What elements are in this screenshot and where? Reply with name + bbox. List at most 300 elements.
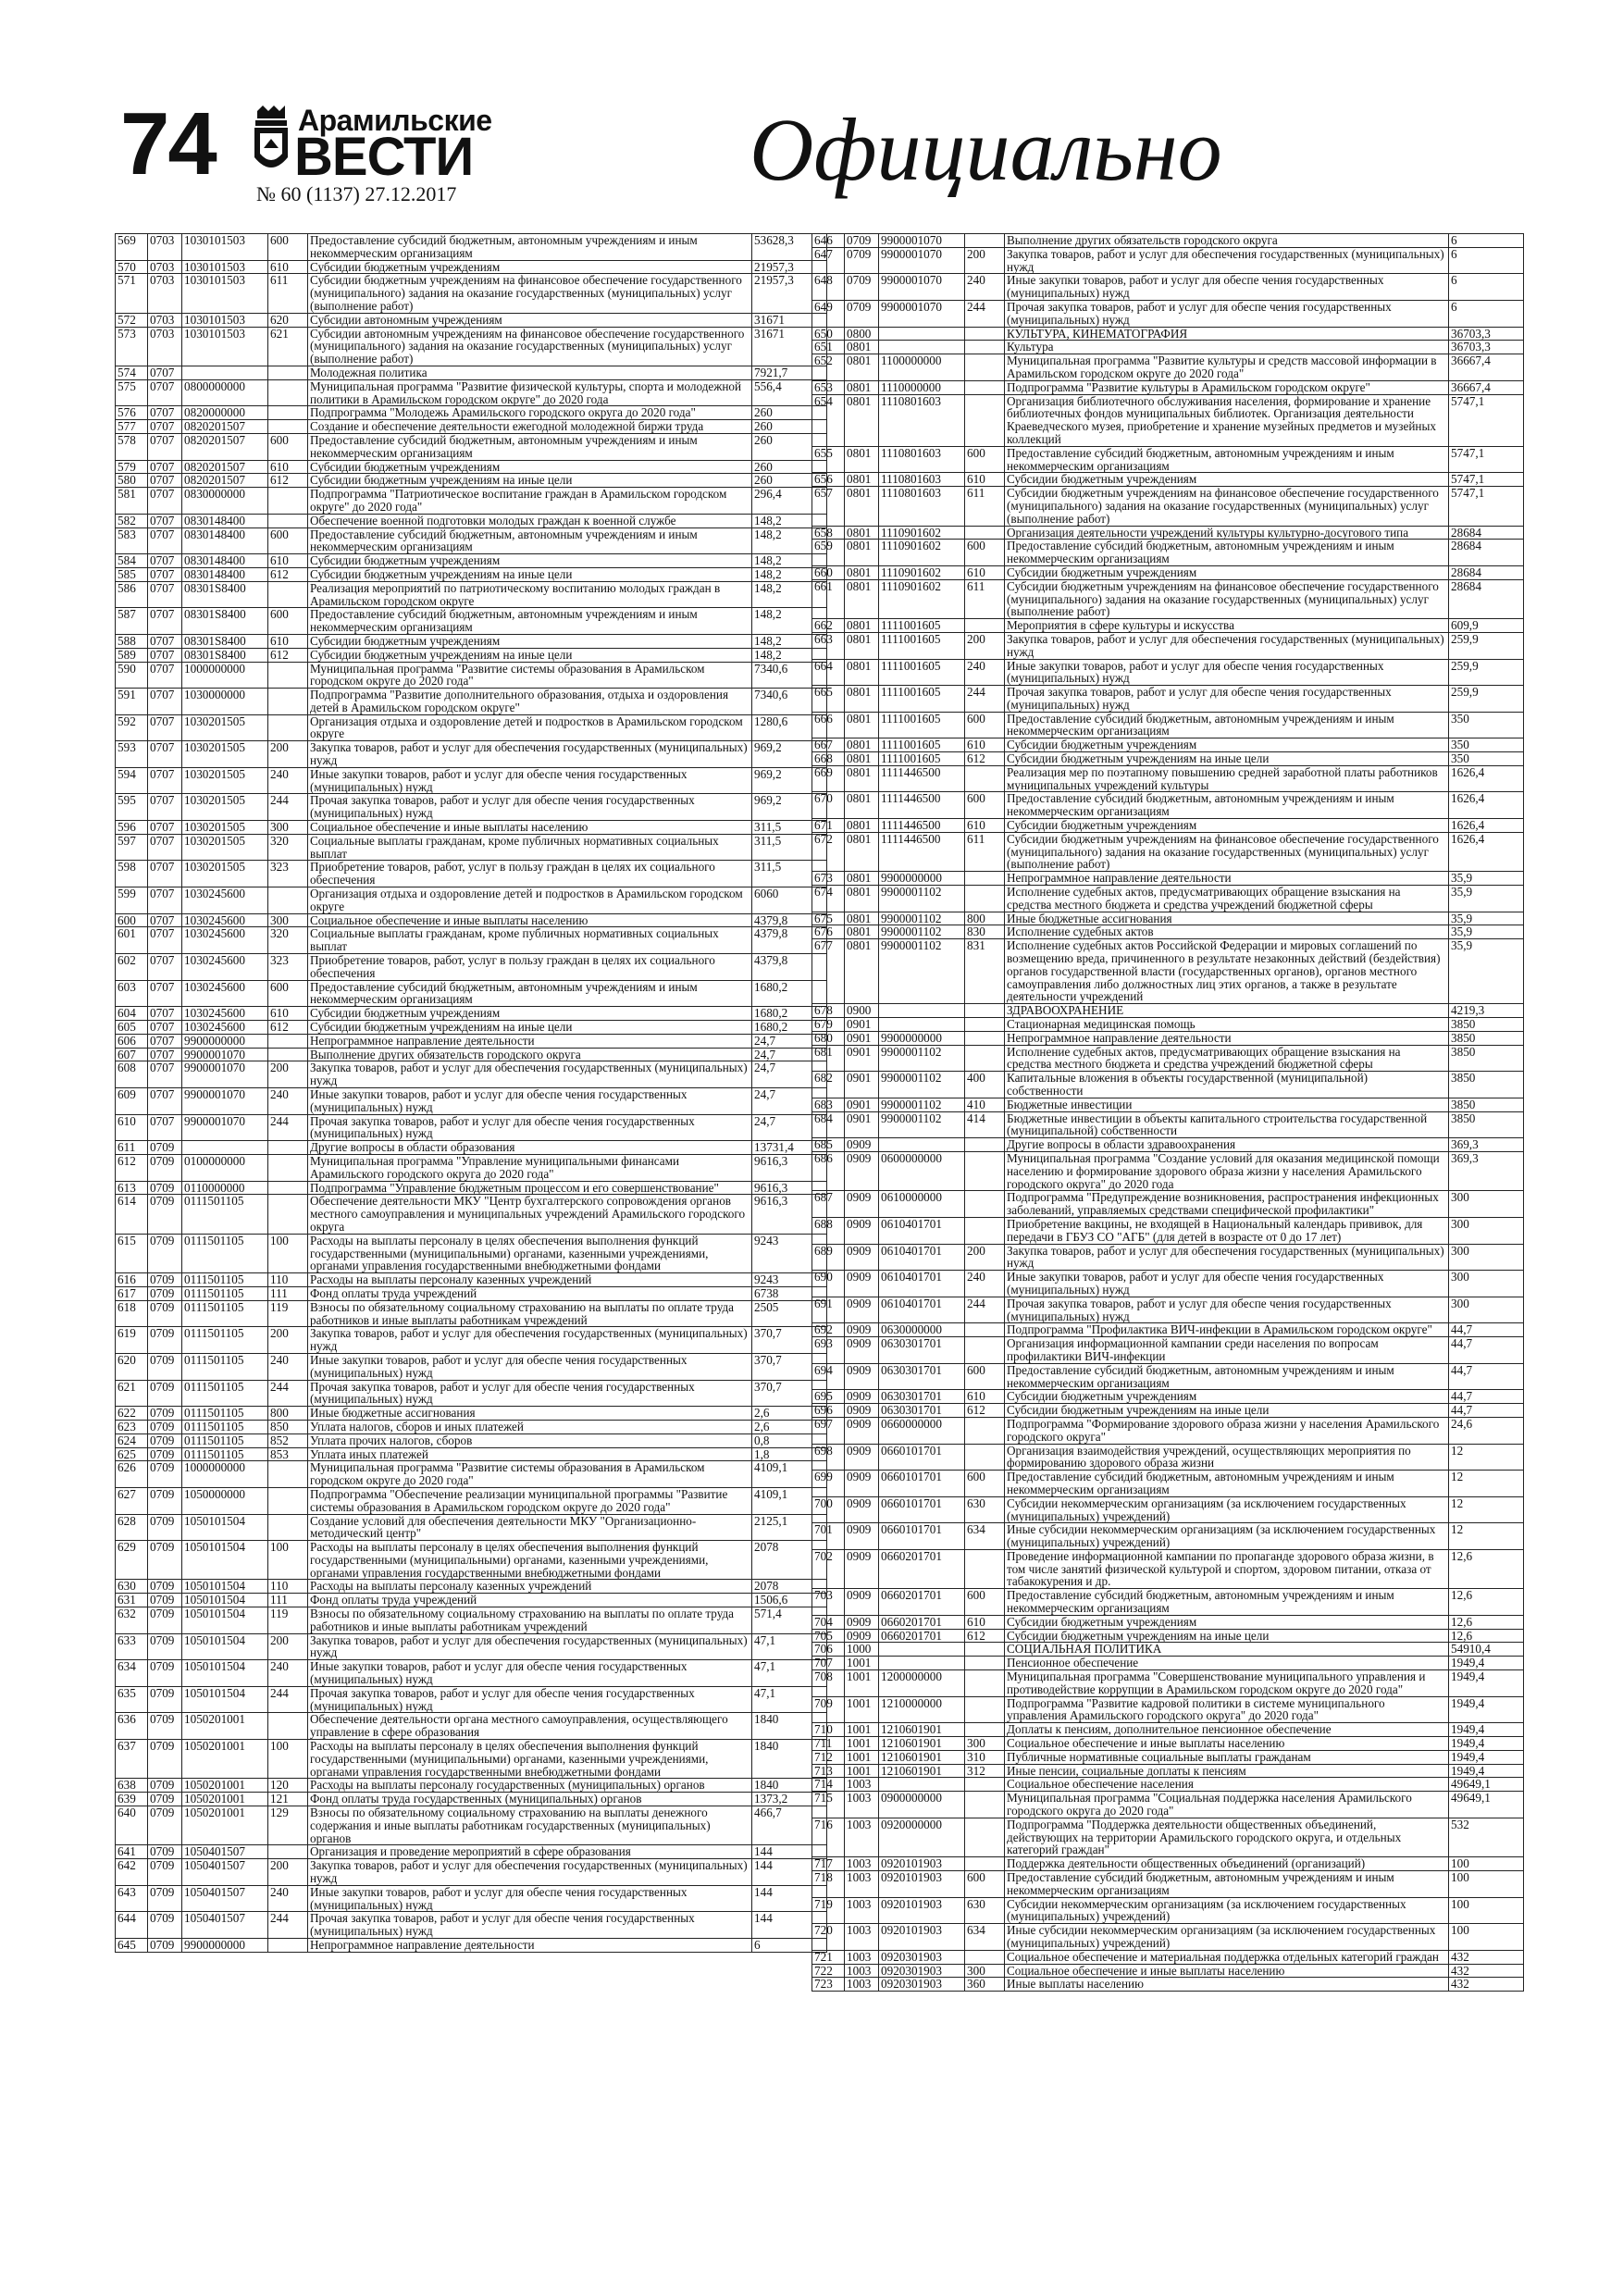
table-row [812,1897,1524,1924]
table-row [812,1151,1524,1190]
row-amount: 2,6 [752,1420,827,1433]
expense-type [965,1138,1005,1152]
row-amount: 6738 [752,1286,827,1300]
table-row [812,1589,1524,1616]
target-code: 1030101503 [182,260,268,274]
section-code: 0909 [845,1523,879,1550]
row-amount: 2125,1 [752,1514,827,1541]
expense-type [965,1643,1005,1657]
expense-type: 244 [268,1686,308,1713]
row-description: Закупка товаров, работ и услуг для обеспечения государственных (муниципальных) нужд [1005,1244,1449,1271]
target-code: 1030201505 [182,834,268,861]
target-code: 9900001102 [879,939,965,1004]
expense-type: 110 [268,1580,308,1594]
section-code: 0707 [148,1021,182,1035]
section-code: 0909 [845,1271,879,1297]
row-description: Иные закупки товаров, работ и услуг для обеспе чения государственных (муниципальных) нужд [1005,1271,1449,1297]
row-number: 663 [812,632,845,659]
target-code: 0660201701 [879,1629,965,1643]
expense-type [965,1151,1005,1190]
row-number: 634 [116,1660,148,1687]
row-description: Прочая закупка товаров, работ и услуг для обеспе чения государственных (муниципальных) нужд [308,1686,752,1713]
row-amount: 9243 [752,1273,827,1287]
row-description: Субсидии бюджетным учреждениям [1005,738,1449,752]
section-code: 0900 [845,1004,879,1018]
section-code: 0801 [845,380,879,394]
row-number: 621 [116,1380,148,1407]
row-amount: 609,9 [1449,619,1524,633]
section-code: 0901 [845,1031,879,1045]
table-row [116,1912,827,1939]
row-description: Исполнение судебных актов [1005,925,1449,939]
row-amount: 28684 [1449,579,1524,618]
table-row [116,1607,827,1634]
target-code: 0820201507 [182,474,268,488]
row-description: Иные пенсии, социальные доплаты к пенсиям [1005,1764,1449,1778]
table-row [116,567,827,581]
section-code: 0707 [148,608,182,635]
row-amount: 3850 [1449,1098,1524,1111]
row-amount: 259,9 [1449,686,1524,713]
expense-type: 850 [268,1420,308,1433]
row-number: 673 [812,872,845,886]
expense-type: 634 [965,1924,1005,1951]
row-number: 713 [812,1764,845,1778]
expense-type [965,1444,1005,1471]
table-row [116,527,827,554]
expense-type: 611 [268,274,308,313]
table-row [116,1007,827,1021]
section-code: 0909 [845,1244,879,1271]
row-number: 676 [812,925,845,939]
row-number: 693 [812,1337,845,1364]
table-row [812,1924,1524,1951]
row-description: Субсидии бюджетным учреждениям на иные цели [308,474,752,488]
expense-type: 121 [268,1793,308,1806]
target-code: 0111501105 [182,1447,268,1461]
table-row [116,1141,827,1155]
section-code: 0709 [148,1541,182,1580]
row-amount: 6 [1449,274,1524,301]
table-row [116,313,827,327]
target-code: 1030245600 [182,927,268,954]
section-code: 0707 [148,406,182,420]
target-code: 1111001605 [879,619,965,633]
row-amount: 1949,4 [1449,1657,1524,1670]
row-amount: 311,5 [752,821,827,835]
expense-type [965,1670,1005,1697]
row-description: Муниципальная программа "Создание условий для оказания медицинской помощи населению и формирование здорового образа жизни у населения Арамильского городского округа" до 2020 года [1005,1151,1449,1190]
row-number: 685 [812,1138,845,1152]
target-code: 08301S8400 [182,634,268,648]
target-code: 1030101503 [182,234,268,261]
table-row [812,1978,1524,1992]
section-code: 0901 [845,1072,879,1098]
row-description: Субсидии бюджетным учреждениям на иные цели [308,567,752,581]
expense-type [965,1818,1005,1856]
expense-type: 410 [965,1098,1005,1111]
row-number: 714 [812,1778,845,1792]
row-description: Закупка товаров, работ и услуг для обеспечения государственных (муниципальных) нужд [1005,247,1449,274]
target-code: 0111501105 [182,1273,268,1287]
row-description: Предоставление субсидий бюджетным, автономным учреждениям и иным некоммерческим организациям [308,433,752,460]
table-row [116,1633,827,1660]
row-description: Исполнение судебных актов, предусматривающих обращение взыскания на средства местного бюджета и средства учреждений бюджетной сферы [1005,886,1449,912]
section-code: 0709 [148,1353,182,1380]
row-description: Субсидии некоммерческим организациям (за исключением государственных (муниципальных) учреждений) [1005,1496,1449,1523]
row-number: 588 [116,634,148,648]
row-number: 619 [116,1327,148,1354]
table-row [812,1723,1524,1737]
section-code: 0801 [845,659,879,686]
row-amount: 1949,4 [1449,1737,1524,1751]
row-amount: 2,6 [752,1407,827,1421]
newspaper-logo [252,102,492,190]
row-number: 658 [812,526,845,540]
table-row [812,380,1524,394]
row-number: 635 [116,1686,148,1713]
row-description: Социальное обеспечение и иные выплаты населению [308,821,752,835]
section-code: 0709 [148,1286,182,1300]
row-description: Подпрограмма "Поддержка деятельности общественных объединений, действующих на территории Арамильского городского округа, и отдельных категорий граждан" [1005,1818,1449,1856]
row-description: Создание условий для обеспечения деятельности МКУ "Организационно-методический центр" [308,1514,752,1541]
expense-type [965,872,1005,886]
table-row [812,1764,1524,1778]
target-code: 1210601901 [879,1723,965,1737]
row-number: 594 [116,767,148,794]
row-amount: 36703,3 [1449,327,1524,341]
expense-type [965,341,1005,354]
expense-type: 100 [268,1541,308,1580]
table-row [116,1806,827,1845]
table-row [116,1088,827,1115]
row-amount: 9616,3 [752,1195,827,1234]
section-code: 0801 [845,925,879,939]
row-description: Реализация мероприятий по патриотическому воспитанию молодых граждан в Арамильском городском округе [308,581,752,608]
table-row [116,1541,827,1580]
row-amount: 260 [752,474,827,488]
expense-type: 612 [965,1629,1005,1643]
budget-table-right [812,233,1524,1992]
section-code: 1001 [845,1764,879,1778]
section-code: 0707 [148,1061,182,1088]
row-amount: 259,9 [1449,632,1524,659]
row-number: 587 [116,608,148,635]
row-amount: 260 [752,460,827,474]
row-number: 664 [812,659,845,686]
row-amount: 36667,4 [1449,354,1524,381]
row-amount: 300 [1449,1271,1524,1297]
row-description: Субсидии автономным учреждениям на финансовое обеспечение государственного (муниципального) задания на оказание государственных (муниципальных) услуг (выполнение работ) [308,327,752,366]
row-description: Выполнение других обязательств городского округа [308,1048,752,1061]
row-description: Организация взаимодействия учреждений, осуществляющих мероприятия по формированию здорового образа жизни [1005,1444,1449,1471]
row-number: 723 [812,1978,845,1992]
section-code: 0909 [845,1417,879,1444]
row-number: 581 [116,488,148,515]
target-code: 1030245600 [182,1021,268,1035]
target-code: 1111001605 [879,738,965,752]
row-description: Закупка товаров, работ и услуг для обеспечения государственных (муниципальных) нужд [308,1859,752,1886]
row-description: Субсидии бюджетным учреждениям на финансовое обеспечение государственного (муниципального) задания на оказание государственных (муниципальных) услуг (выполнение работ) [1005,832,1449,871]
row-number: 716 [812,1818,845,1856]
expense-type: 312 [965,1764,1005,1778]
row-description: Подпрограмма "Патриотическое воспитание граждан в Арамильском городском округе" до 2020 года" [308,488,752,515]
section-code: 0901 [845,1045,879,1072]
target-code: 0830000000 [182,488,268,515]
expense-type [268,1195,308,1234]
expense-type: 300 [268,821,308,835]
expense-type [965,380,1005,394]
row-description: Публичные нормативные социальные выплаты гражданам [1005,1750,1449,1764]
section-code: 0703 [148,234,182,261]
row-description: Пенсионное обеспечение [1005,1657,1449,1670]
table-row [116,460,827,474]
section-code: 1001 [845,1696,879,1723]
row-amount: 35,9 [1449,939,1524,1004]
row-number: 591 [116,689,148,715]
row-description: Предоставление субсидий бюджетным, автономным учреждениям и иным некоммерческим организациям [1005,446,1449,473]
row-number: 704 [812,1615,845,1629]
target-code [879,1657,965,1670]
row-description: Муниципальная программа "Развитие культуры и средств массовой информации в Арамильском городском округе до 2020 года" [1005,354,1449,381]
table-row [116,1234,827,1272]
table-row [812,540,1524,566]
row-number: 670 [812,792,845,819]
table-row [812,473,1524,487]
expense-type [268,1514,308,1541]
section-code: 1001 [845,1657,879,1670]
section-code: 0709 [148,1713,182,1740]
row-number: 628 [116,1514,148,1541]
table-row [116,1713,827,1740]
row-amount: 44,7 [1449,1390,1524,1404]
target-code: 9900001102 [879,1072,965,1098]
section-code: 0709 [148,1793,182,1806]
row-amount: 369,3 [1449,1138,1524,1152]
row-amount: 12,6 [1449,1589,1524,1616]
section-code: 1003 [845,1857,879,1871]
section-code: 0709 [148,1885,182,1912]
row-amount: 1680,2 [752,1021,827,1035]
expense-type: 600 [965,792,1005,819]
table-row [116,1021,827,1035]
row-description: Подпрограмма "Формирование здорового образа жизни у населения Арамильского городского округа" [1005,1417,1449,1444]
expense-type: 244 [268,1380,308,1407]
row-number: 710 [812,1723,845,1737]
row-amount: 1,8 [752,1447,827,1461]
target-code: 9900001102 [879,1111,965,1138]
table-row [812,1696,1524,1723]
target-code: 1030000000 [182,689,268,715]
expense-type: 600 [268,433,308,460]
target-code: 1050101504 [182,1514,268,1541]
expense-type: 610 [268,1007,308,1021]
target-code: 1110801603 [879,473,965,487]
row-amount: 1949,4 [1449,1696,1524,1723]
row-amount: 1506,6 [752,1594,827,1607]
row-description: Предоставление субсидий бюджетным, автономным учреждениям и иным некоммерческим организациям [308,608,752,635]
expense-type: 100 [268,1234,308,1272]
row-description: Муниципальная программа "Социальная поддержка населения Арамильского городского округа до 2020 года" [1005,1792,1449,1818]
table-row [812,1271,1524,1297]
target-code: 0111501105 [182,1420,268,1433]
row-amount: 44,7 [1449,1337,1524,1364]
section-code: 0707 [148,514,182,527]
target-code: 1030101503 [182,313,268,327]
row-description: Непрограммное направление деятельности [1005,872,1449,886]
row-number: 715 [812,1792,845,1818]
target-code: 1050101504 [182,1660,268,1687]
section-code: 0909 [845,1471,879,1497]
row-number: 622 [116,1407,148,1421]
row-description: Муниципальная программа "Развитие системы образования в Арамильском городском округе до 2020 года" [308,662,752,689]
table-row [116,420,827,434]
row-description: Расходы на выплаты персоналу в целях обеспечения выполнения функций государственными (муниципальными) органами, казенными учреждениями, органами управления государственными внебюджетными фондами [308,1740,752,1779]
expense-type [268,1034,308,1048]
target-code: 1000000000 [182,662,268,689]
expense-type [965,234,1005,248]
row-amount: 350 [1449,712,1524,738]
row-description: Предоставление субсидий бюджетным, автономным учреждениям и иным некоммерческим организациям [1005,1471,1449,1497]
table-row [116,406,827,420]
section-code: 0901 [845,1018,879,1032]
table-row [812,832,1524,871]
expense-type: 240 [965,659,1005,686]
row-description: Расходы на выплаты персоналу в целях обеспечения выполнения функций государственными (муниципальными) органами, казенными учреждениями, органами управления государственными внебюджетными фондами [308,1234,752,1272]
row-amount: 54910,4 [1449,1643,1524,1657]
expense-type: 100 [268,1740,308,1779]
row-description: Предоставление субсидий бюджетным, автономным учреждениям и иным некоммерческим организациям [1005,1589,1449,1616]
row-number: 609 [116,1088,148,1115]
row-amount: 300 [1449,1297,1524,1323]
section-code: 0707 [148,767,182,794]
row-description: Субсидии бюджетным учреждениям на финансовое обеспечение государственного (муниципального) задания на оказание государственных (муниципальных) услуг (выполнение работ) [1005,579,1449,618]
target-code: 08301S8400 [182,608,268,635]
target-code [879,1004,965,1018]
row-amount: 370,7 [752,1327,827,1354]
section-code: 0801 [845,872,879,886]
row-description: Субсидии бюджетным учреждениям [1005,1615,1449,1629]
table-row [116,327,827,366]
target-code: 1030201505 [182,767,268,794]
expense-type: 244 [965,686,1005,713]
expense-type: 111 [268,1286,308,1300]
target-code [879,327,965,341]
row-amount: 148,2 [752,514,827,527]
row-number: 620 [116,1353,148,1380]
expense-type: 611 [965,487,1005,526]
row-description: Субсидии бюджетным учреждениям на иные цели [308,648,752,662]
row-description: Закупка товаров, работ и услуг для обеспечения государственных (муниципальных) нужд [308,741,752,768]
section-code: 0709 [148,1633,182,1660]
target-code: 0630000000 [879,1323,965,1337]
expense-type: 200 [965,1244,1005,1271]
row-number: 651 [812,341,845,354]
table-row [812,632,1524,659]
row-amount: 4379,8 [752,954,827,981]
row-number: 675 [812,912,845,925]
expense-type [268,1487,308,1514]
table-row [812,886,1524,912]
section-code: 1003 [845,1818,879,1856]
table-row [116,1061,827,1088]
row-amount: 47,1 [752,1686,827,1713]
target-code: 1050201001 [182,1740,268,1779]
expense-type: 323 [268,954,308,981]
row-number: 646 [812,234,845,248]
row-amount: 300 [1449,1191,1524,1218]
expense-type [268,366,308,379]
row-amount: 5747,1 [1449,487,1524,526]
table-row [116,1327,827,1354]
row-description: Организация библиотечного обслуживания населения, формирование и хранение библиотечных фондов муниципальных библиотек. Организация деятельности Краеведческого музея, приобретение и хранение музейных предметов и музейных коллекций [1005,394,1449,446]
section-code: 1001 [845,1670,879,1697]
target-code: 9900001070 [182,1088,268,1115]
row-description: Иные субсидии некоммерческим организациям (за исключением государственных (муниципальных) учреждений) [1005,1523,1449,1550]
target-code: 0660101701 [879,1523,965,1550]
target-code: 9900001102 [879,886,965,912]
section-code: 0709 [148,1607,182,1634]
row-description: Расходы на выплаты персоналу казенных учреждений [308,1580,752,1594]
expense-type: 610 [965,1390,1005,1404]
row-amount: 296,4 [752,488,827,515]
row-amount: 12 [1449,1444,1524,1471]
row-description: Социальное обеспечение и иные выплаты населению [1005,1737,1449,1751]
table-row [812,738,1524,752]
expense-type [965,1549,1005,1588]
table-row [812,939,1524,1004]
target-code: 0110000000 [182,1181,268,1195]
table-row [116,260,827,274]
expense-type: 310 [965,1750,1005,1764]
row-amount: 28684 [1449,565,1524,579]
row-description: Фонд оплаты труда учреждений [308,1594,752,1607]
row-amount: 4219,3 [1449,1004,1524,1018]
row-amount: 1626,4 [1449,819,1524,833]
expense-type: 240 [268,1660,308,1687]
target-code [879,1643,965,1657]
expense-type: 240 [268,767,308,794]
row-number: 655 [812,446,845,473]
row-number: 667 [812,738,845,752]
section-code: 0709 [148,1514,182,1541]
section-code: 1003 [845,1924,879,1951]
table-row [812,765,1524,792]
table-row [116,1514,827,1541]
table-row [116,954,827,981]
section-code: 0801 [845,526,879,540]
target-code: 9900001070 [879,247,965,274]
section-code: 0707 [148,1088,182,1115]
row-amount: 5747,1 [1449,446,1524,473]
row-number: 573 [116,327,148,366]
section-code: 0703 [148,260,182,274]
expense-type [965,1191,1005,1218]
table-row [812,1523,1524,1550]
expense-type: 621 [268,327,308,366]
expense-type: 320 [268,834,308,861]
row-amount: 44,7 [1449,1404,1524,1418]
table-row [116,1048,827,1061]
row-description: Субсидии бюджетным учреждениям на иные цели [1005,752,1449,766]
table-row [116,433,827,460]
target-code: 0630301701 [879,1390,965,1404]
target-code: 0100000000 [182,1154,268,1181]
table-row [812,1337,1524,1364]
table-row [812,341,1524,354]
row-description: Субсидии бюджетным учреждениям на финансовое обеспечение государственного (муниципального) задания на оказание государственных (муниципальных) услуг (выполнение работ) [1005,487,1449,526]
section-code: 0909 [845,1217,879,1244]
